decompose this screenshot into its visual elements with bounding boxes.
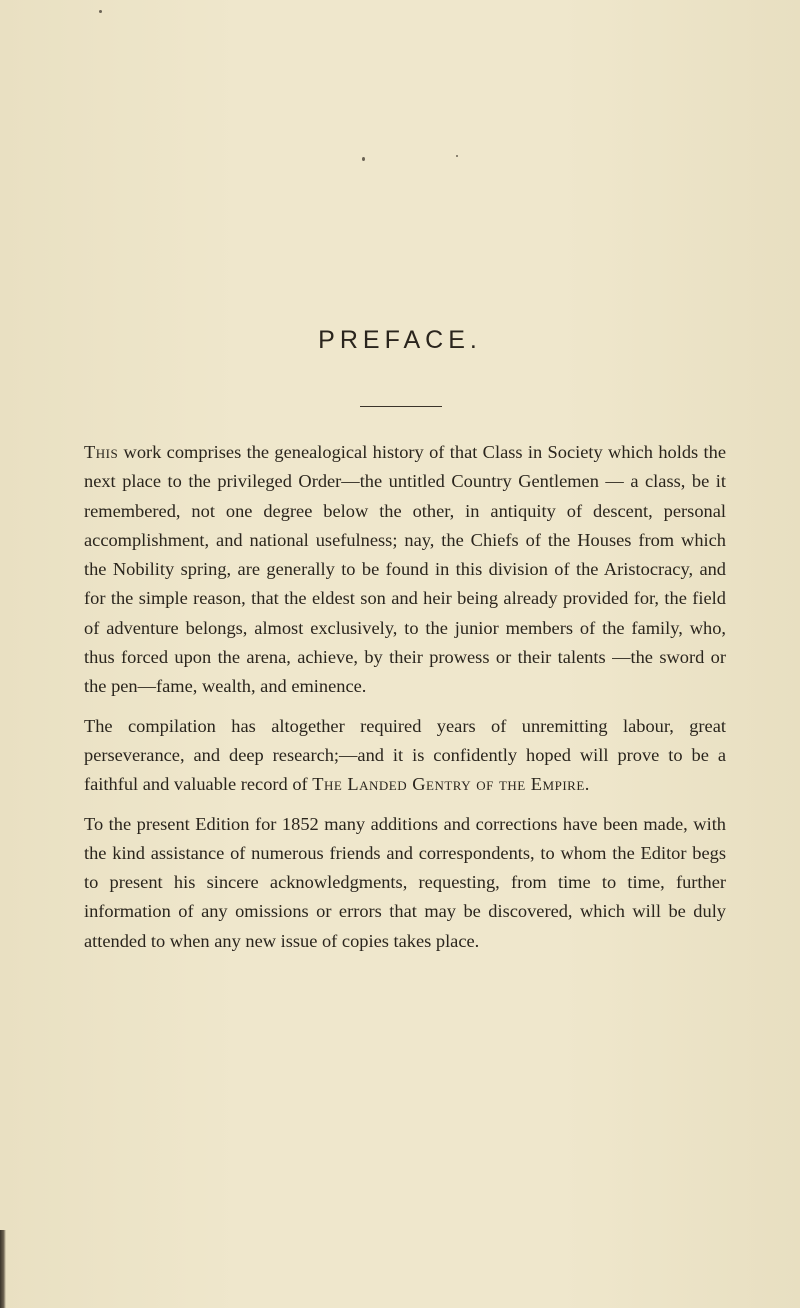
paragraph-end: . [584,774,590,795]
preface-body [84,438,726,966]
paragraph-3 [84,810,726,956]
page-edge-shadow [0,1230,6,1308]
paper-speck [99,10,102,13]
paragraph-text: work comprises the genealogical history of that Class in Society which holds the next place to the privileged Order—the untitled Country Gentlemen — a class, be it remembered, not one degree below the other, in antiquity of descent, personal accomplishment, and national usefulness; nay, the Chiefs of the Houses from which the Nobility spring, are generally to be found in this division of the Aristocracy, and for the simple reason, that the eldest son and heir being already provided for, the field of adventure belongs, almost exclusively, to the junior members of the family, who, thus forced upon the arena, achieve, by their prowess or their talents —the sword or the pen—fame, wealth, and eminence. [84,442,726,697]
paper-speck [456,155,458,157]
paragraph-1 [84,438,726,702]
paragraph-text: The compilation has altogether required years of unremitting labour, great perseverance, and deep research;—and it is confidently hoped will prove to be a faithful and valuable record of [84,715,726,795]
work-title: The Landed Gentry of the Empire [312,774,585,795]
lead-word: This [84,442,119,462]
paragraph-2 [84,712,726,800]
paper-speck [362,157,365,161]
page-title: PREFACE. [318,326,482,354]
paragraph-text: To the present Edition for 1852 many additions and corrections have been made, with the kind assistance of numerous friends and correspondents, to whom the Editor begs to present his sincere acknowledgments, requesting, from time to time, further information of any omissions or errors that may be discovered, which will be duly attended to when any new issue of copies takes place. [84,813,726,951]
title-rule [360,406,442,407]
